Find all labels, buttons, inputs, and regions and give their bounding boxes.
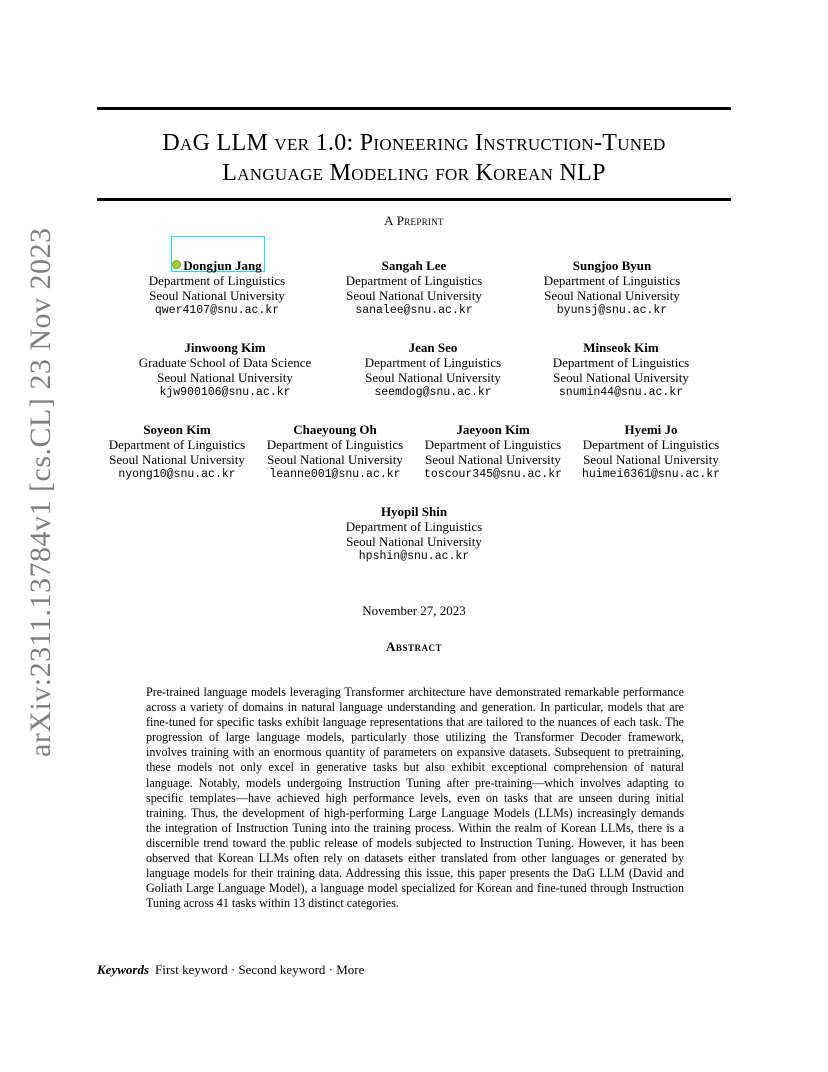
author-name: Jean Seo: [408, 340, 458, 355]
author-card: [333, 258, 495, 318]
author-name: Jinwoong Kim: [184, 340, 266, 355]
author-email[interactable]: seemdog@snu.ac.kr: [374, 386, 492, 399]
author-card: [540, 340, 702, 400]
author-card: [531, 258, 693, 318]
keywords-label: Keywords: [97, 962, 149, 977]
author-institution: Seoul National University: [425, 452, 561, 467]
author-institution: Seoul National University: [346, 534, 482, 549]
orcid-icon[interactable]: [172, 260, 181, 269]
author-card: [100, 422, 254, 482]
author-affiliation: Department of Linguistics: [266, 437, 404, 452]
author-name[interactable]: Dongjun Jang: [183, 258, 262, 273]
author-email[interactable]: nyong10@snu.ac.kr: [118, 468, 236, 481]
author-institution: Seoul National University: [267, 452, 403, 467]
author-email[interactable]: byunsj@snu.ac.kr: [556, 304, 668, 317]
author-name: Minseok Kim: [583, 340, 659, 355]
author-name: Chaeyoung Oh: [293, 422, 377, 437]
author-email[interactable]: snumin44@snu.ac.kr: [558, 386, 684, 399]
author-name: Sangah Lee: [381, 258, 447, 273]
author-card: [352, 340, 514, 400]
author-name: Hyemi Jo: [624, 422, 678, 437]
author-card: [416, 422, 570, 482]
author-email[interactable]: qwer4107@snu.ac.kr: [154, 304, 280, 317]
author-name: Sungjoo Byun: [572, 258, 652, 273]
author-affiliation: Department of Linguistics: [345, 273, 483, 288]
author-institution: Seoul National University: [109, 452, 245, 467]
author-institution: Seoul National University: [157, 370, 293, 385]
keywords-text: First keyword · Second keyword · More: [155, 962, 365, 977]
author-email[interactable]: huimei6361@snu.ac.kr: [581, 468, 721, 481]
author-institution: Seoul National University: [346, 288, 482, 303]
author-affiliation: Department of Linguistics: [424, 437, 562, 452]
author-card: [258, 422, 412, 482]
title-line-2: Language Modeling for Korean NLP: [222, 160, 606, 186]
author-affiliation: Department of Linguistics: [345, 519, 483, 534]
author-affiliation: Graduate School of Data Science: [138, 355, 312, 370]
author-card: [574, 422, 728, 482]
author-email[interactable]: sanalee@snu.ac.kr: [355, 304, 473, 317]
author-institution: Seoul National University: [553, 370, 689, 385]
author-institution: Seoul National University: [149, 288, 285, 303]
author-email[interactable]: kjw900106@snu.ac.kr: [159, 386, 291, 399]
author-institution: Seoul National University: [365, 370, 501, 385]
author-name: Jaeyoon Kim: [456, 422, 530, 437]
author-card: [136, 258, 298, 318]
author-institution: Seoul National University: [583, 452, 719, 467]
author-affiliation: Department of Linguistics: [543, 273, 681, 288]
author-email[interactable]: toscour345@snu.ac.kr: [423, 468, 563, 481]
preprint-label: A Preprint: [384, 213, 444, 228]
author-affiliation: Department of Linguistics: [364, 355, 502, 370]
author-affiliation: Department of Linguistics: [552, 355, 690, 370]
title-line-1: DaG LLM ver 1.0: Pioneering Instruction-Tuned: [162, 130, 666, 156]
arxiv-side-stamp: arXiv:2311.13784v1 [cs.CL] 23 Nov 2023: [24, 227, 57, 757]
author-affiliation: Department of Linguistics: [108, 437, 246, 452]
author-email[interactable]: hpshin@snu.ac.kr: [358, 550, 470, 563]
author-institution: Seoul National University: [544, 288, 680, 303]
author-card: [126, 340, 324, 400]
author-name: Soyeon Kim: [143, 422, 211, 437]
author-email[interactable]: leanne001@snu.ac.kr: [269, 468, 401, 481]
title-bottom-rule: [97, 198, 731, 201]
abstract-body: Pre-trained language models leveraging Transformer architecture have demonstrated remarkable performance across a variety of domains in natural language understanding and generation. In particular, models that are fine-tuned for specific tasks exhibit language representations that are tailored to the nuances of each task. The progression of large language models, particularly those utilizing the Transformer Decoder framework, involves training with an enormous quantity of parameters on expansive datasets. Subsequent to pretraining, these models not only excel in generative tasks but also exhibit exceptional comprehension of natural language. Notably, models undergoing Instruction Tuning after pre-training—which involves adapting to specific templates—have achieved high performance levels, even on tasks that are unseen during initial training. Thus, the development of high-performing Large Language Models (LLMs) increasingly demands the integration of Instruction Tuning into the training process. Within the realm of Korean LLMs, there is a discernible trend toward the public release of models subjected to Instruction Tuning. However, it has been observed that Korean LLMs often rely on datasets either translated from other languages or generated by language models for their training data. Addressing this issue, this paper presents the DaG LLM (David and Goliath Large Language Model), a language model specialized for Korean and fine-tuned through Instruction Tuning across 41 tasks within 13 distinct categories.: [146, 685, 684, 911]
author-affiliation: Department of Linguistics: [148, 273, 286, 288]
paper-title: [97, 128, 731, 188]
keywords: [97, 962, 364, 978]
abstract-heading: Abstract: [386, 639, 442, 654]
author-name: Hyopil Shin: [380, 504, 448, 519]
author-card: [333, 504, 495, 564]
author-affiliation: Department of Linguistics: [582, 437, 720, 452]
publication-date: November 27, 2023: [362, 603, 466, 618]
title-top-rule: [97, 107, 731, 110]
